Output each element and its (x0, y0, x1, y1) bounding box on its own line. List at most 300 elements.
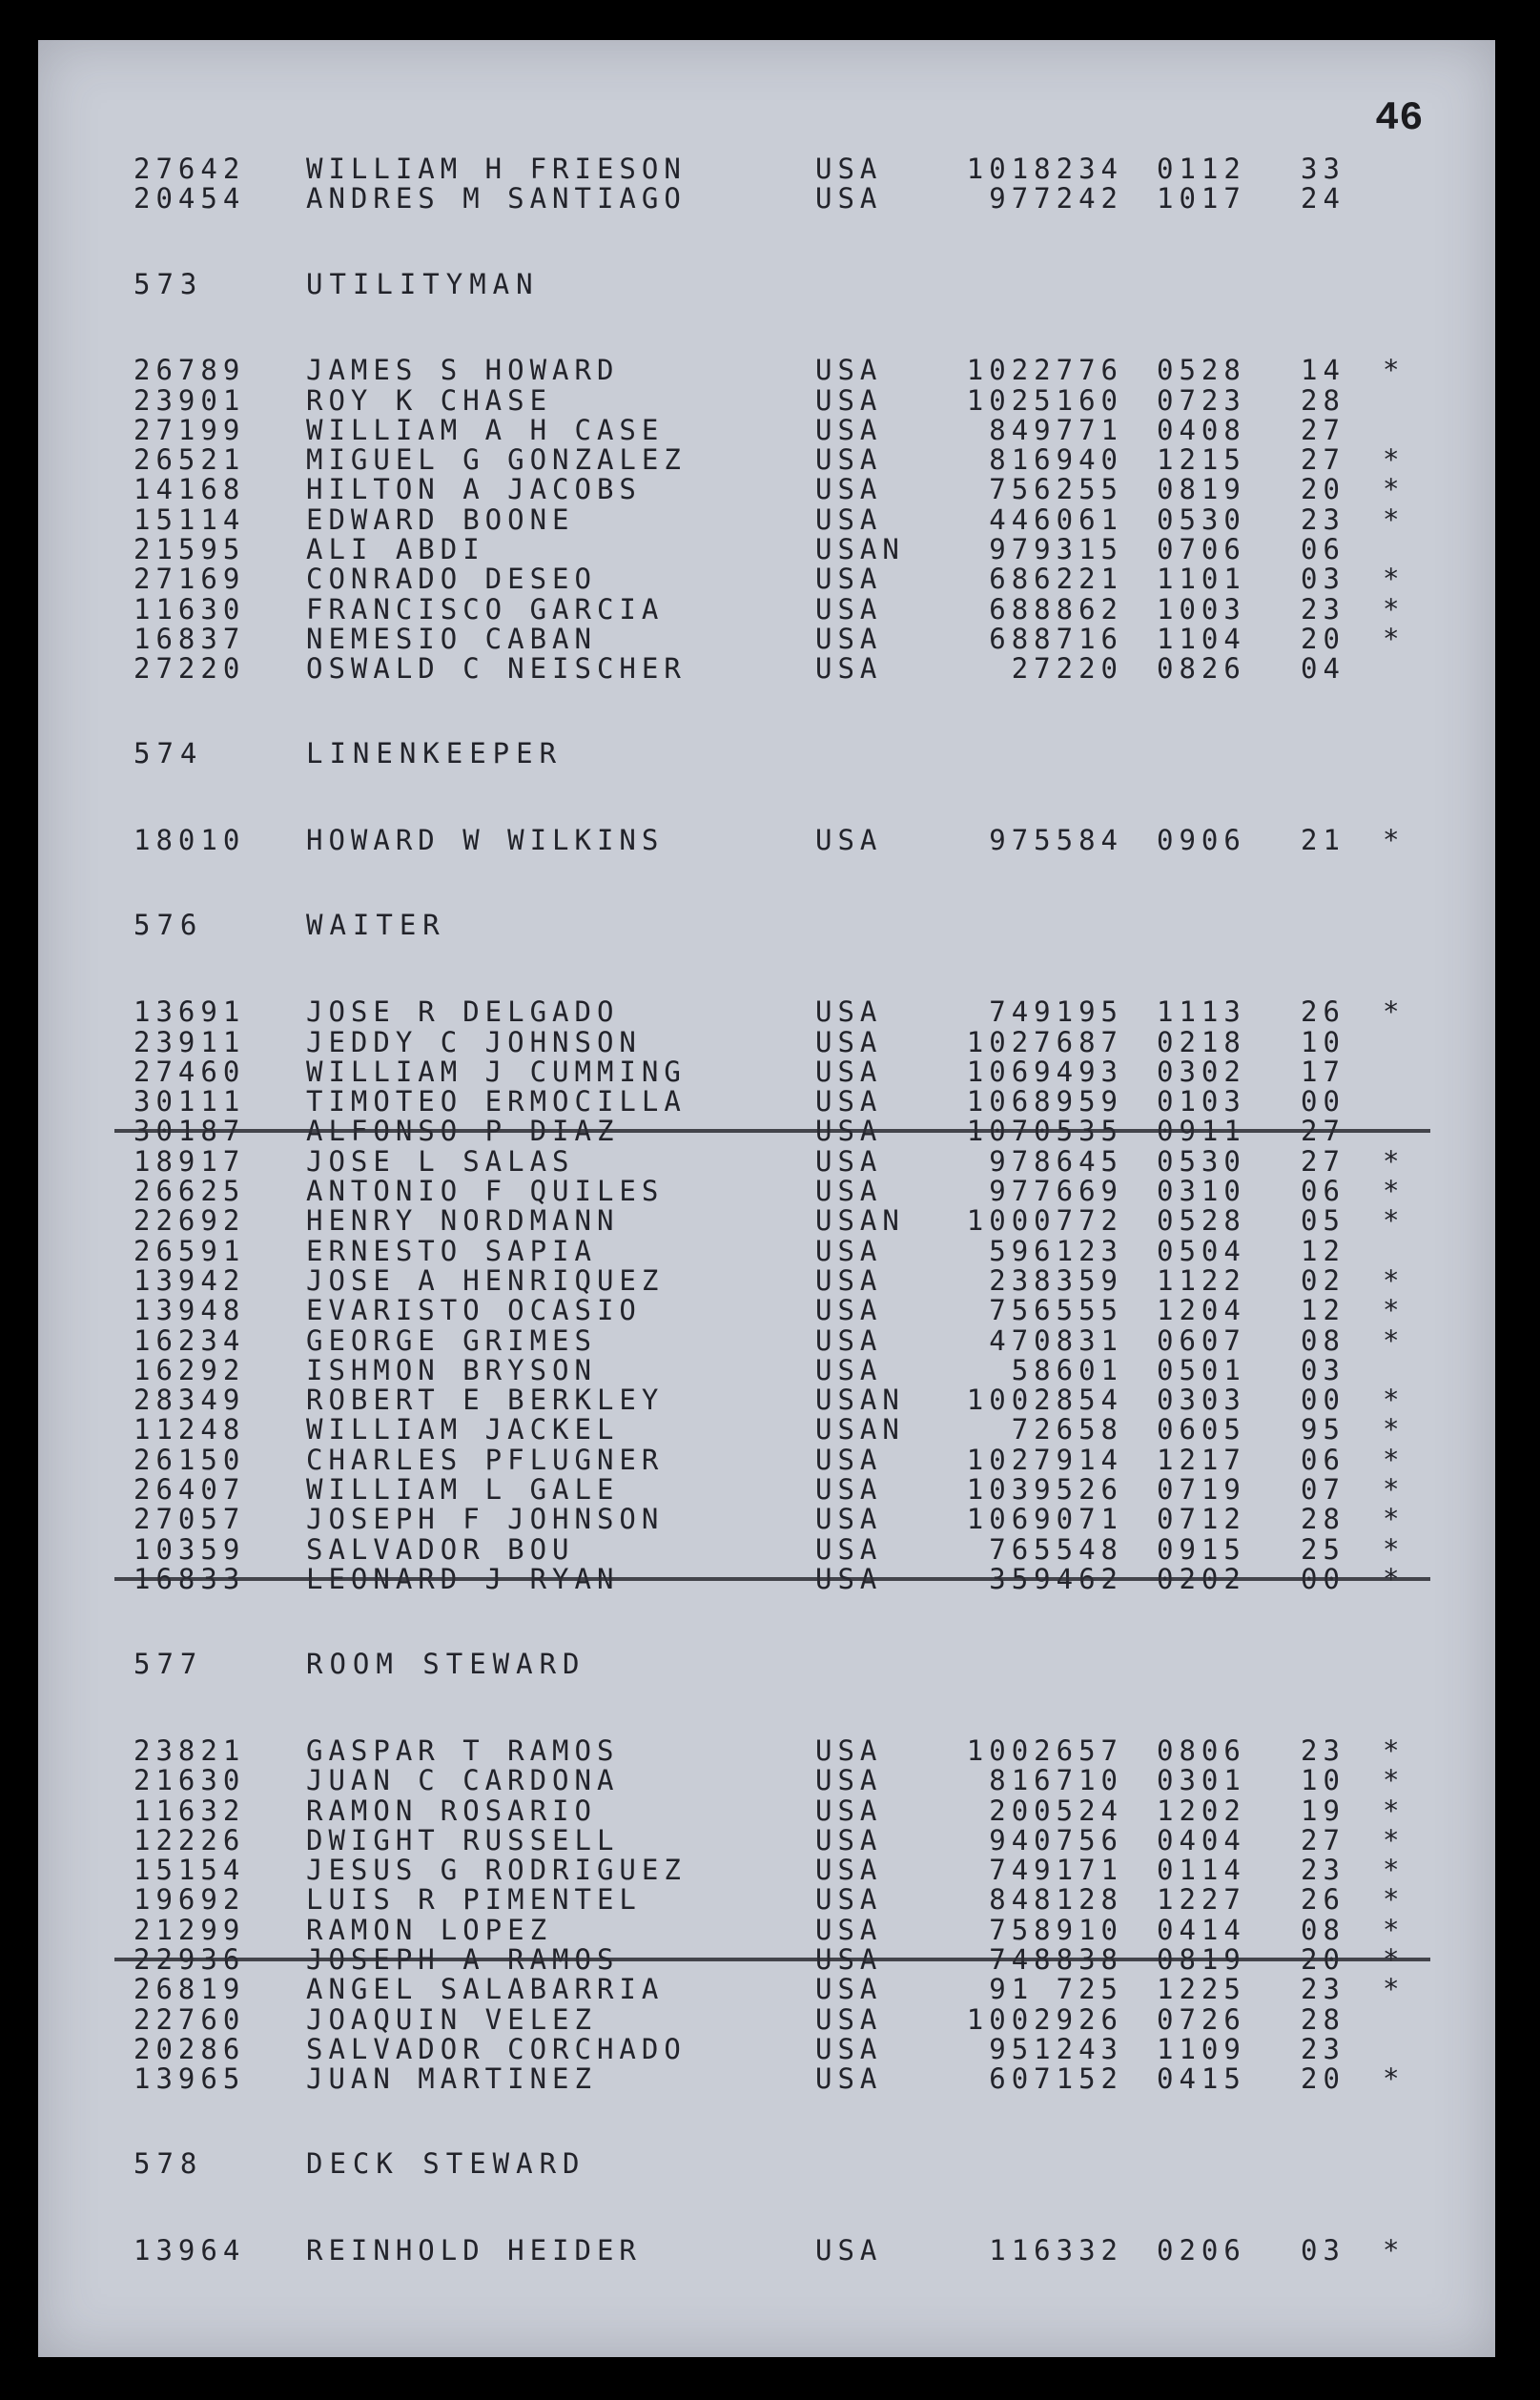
citizenship: USA (815, 1055, 883, 1088)
employee-name: LUIS R PIMENTEL (306, 1883, 642, 1917)
employee-name: JUAN C CARDONA (306, 1764, 620, 1797)
document-number: 1027687 (966, 1025, 1123, 1058)
employee-id: 26407 (133, 1473, 246, 1507)
employee-id: 13965 (133, 2062, 246, 2096)
employee-name: REINHOLD HEIDER (306, 2234, 642, 2267)
employee-name: FRANCISCO GARCIA (306, 592, 665, 626)
year-code: 02 (1301, 1263, 1345, 1297)
document-number: 1002657 (966, 1733, 1123, 1767)
document-number: 688716 (989, 622, 1123, 655)
document-number: 756255 (989, 473, 1123, 506)
year-code: 20 (1301, 1943, 1345, 1976)
asterisk-mark: * (1383, 995, 1406, 1029)
asterisk-mark: * (1383, 1764, 1406, 1797)
date-code: 0915 (1157, 1532, 1246, 1566)
asterisk-mark: * (1383, 443, 1406, 477)
date-code: 1113 (1157, 995, 1246, 1029)
employee-id: 20454 (133, 182, 246, 215)
employee-id: 13942 (133, 1263, 246, 1297)
employee-id: 27460 (133, 1055, 246, 1088)
date-code: 0302 (1157, 1055, 1246, 1088)
employee-name: JAMES S HOWARD (306, 354, 620, 387)
employee-name: WILLIAM L GALE (306, 1473, 620, 1507)
document-number: 686221 (989, 563, 1123, 596)
document-number: 977669 (989, 1175, 1123, 1208)
asterisk-mark: * (1383, 503, 1406, 536)
section-title: UTILITYMAN (306, 267, 540, 300)
document-number: 607152 (989, 2062, 1123, 2096)
date-code: 0112 (1157, 153, 1246, 185)
year-code: 12 (1301, 1294, 1345, 1327)
asterisk-mark: * (1383, 1883, 1406, 1917)
citizenship: USAN (815, 1413, 905, 1446)
document-number: 940756 (989, 1823, 1123, 1856)
employee-name: JESUS G RODRIGUEZ (306, 1854, 687, 1887)
asterisk-mark: * (1383, 1733, 1406, 1767)
date-code: 0712 (1157, 1503, 1246, 1536)
document-page (38, 40, 1495, 2357)
employee-id: 11248 (133, 1413, 246, 1446)
employee-name: ERNESTO SAPIA (306, 1234, 597, 1267)
employee-name: ANGEL SALABARRIA (306, 1973, 665, 2006)
year-code: 21 (1301, 824, 1345, 857)
employee-name: EVARISTO OCASIO (306, 1294, 642, 1327)
asterisk-mark: * (1383, 1913, 1406, 1946)
asterisk-mark: * (1383, 1532, 1406, 1566)
employee-name: ROY K CHASE (306, 383, 553, 417)
citizenship: USAN (815, 533, 905, 566)
document-number: 688862 (989, 592, 1123, 626)
employee-id: 30187 (133, 1115, 246, 1148)
employee-id: 26591 (133, 1234, 246, 1267)
employee-name: GASPAR T RAMOS (306, 1733, 620, 1767)
employee-id: 20286 (133, 2032, 246, 2065)
date-code: 0706 (1157, 533, 1246, 566)
employee-name: TIMOTEO ERMOCILLA (306, 1085, 687, 1118)
document-number: 816940 (989, 443, 1123, 477)
citizenship: USA (815, 1854, 883, 1887)
employee-id: 21299 (133, 1913, 246, 1946)
citizenship: USA (815, 1823, 883, 1856)
document-number: 749195 (989, 995, 1123, 1029)
year-code: 00 (1301, 1384, 1345, 1417)
employee-id: 15114 (133, 503, 246, 536)
year-code: 04 (1301, 652, 1345, 686)
citizenship: USA (815, 622, 883, 655)
section-code: 577 (133, 1648, 204, 1681)
asterisk-mark: * (1383, 2234, 1406, 2267)
employee-id: 18010 (133, 824, 246, 857)
employee-id: 23911 (133, 1025, 246, 1058)
employee-id: 27220 (133, 652, 246, 686)
citizenship: USA (815, 652, 883, 686)
year-code: 03 (1301, 2234, 1345, 2267)
document-number: 238359 (989, 1263, 1123, 1297)
document-number: 749171 (989, 1854, 1123, 1887)
asterisk-mark: * (1383, 1973, 1406, 2006)
employee-name: ISHMON BRYSON (306, 1353, 597, 1386)
employee-id: 23821 (133, 1733, 246, 1767)
date-code: 1215 (1157, 443, 1246, 477)
document-number: 1002926 (966, 2002, 1123, 2036)
employee-id: 11630 (133, 592, 246, 626)
date-code: 0202 (1157, 1562, 1246, 1595)
document-number: 978645 (989, 1144, 1123, 1178)
document-number: 1018234 (966, 153, 1123, 185)
citizenship: USA (815, 383, 883, 417)
employee-id: 10359 (133, 1532, 246, 1566)
document-number: 470831 (989, 1323, 1123, 1357)
date-code: 0607 (1157, 1323, 1246, 1357)
document-number: 1070535 (966, 1115, 1123, 1148)
date-code: 0723 (1157, 383, 1246, 417)
citizenship: USA (815, 473, 883, 506)
year-code: 28 (1301, 1503, 1345, 1536)
asterisk-mark: * (1383, 1294, 1406, 1327)
year-code: 24 (1301, 182, 1345, 215)
employee-id: 19692 (133, 1883, 246, 1917)
asterisk-mark: * (1383, 1413, 1406, 1446)
year-code: 10 (1301, 1764, 1345, 1797)
year-code: 23 (1301, 2032, 1345, 2065)
employee-id: 26819 (133, 1973, 246, 2006)
employee-id: 26521 (133, 443, 246, 477)
citizenship: USA (815, 1085, 883, 1118)
document-number: 596123 (989, 1234, 1123, 1267)
date-code: 0301 (1157, 1764, 1246, 1797)
citizenship: USA (815, 1025, 883, 1058)
citizenship: USA (815, 1503, 883, 1536)
asterisk-mark: * (1383, 1562, 1406, 1595)
asterisk-mark: * (1383, 1384, 1406, 1417)
date-code: 0103 (1157, 1085, 1246, 1118)
year-code: 28 (1301, 2002, 1345, 2036)
year-code: 27 (1301, 413, 1345, 446)
year-code: 23 (1301, 592, 1345, 626)
citizenship: USA (815, 182, 883, 215)
employee-name: MIGUEL G GONZALEZ (306, 443, 687, 477)
year-code: 25 (1301, 1532, 1345, 1566)
date-code: 0303 (1157, 1384, 1246, 1417)
section-code: 574 (133, 737, 204, 770)
employee-id: 26625 (133, 1175, 246, 1208)
employee-id: 18917 (133, 1144, 246, 1178)
year-code: 27 (1301, 1144, 1345, 1178)
document-number: 200524 (989, 1794, 1123, 1827)
citizenship: USA (815, 563, 883, 596)
date-code: 1003 (1157, 592, 1246, 626)
document-number: 849771 (989, 413, 1123, 446)
asterisk-mark: * (1383, 2062, 1406, 2096)
section-title: ROOM STEWARD (306, 1648, 586, 1681)
document-number: 1000772 (966, 1204, 1123, 1238)
asterisk-mark: * (1383, 1144, 1406, 1178)
employee-name: DWIGHT RUSSELL (306, 1823, 620, 1856)
year-code: 00 (1301, 1562, 1345, 1595)
citizenship: USA (815, 1943, 883, 1976)
employee-name: JOSE A HENRIQUEZ (306, 1263, 665, 1297)
citizenship: USA (815, 1883, 883, 1917)
employee-name: HILTON A JACOBS (306, 473, 642, 506)
document-number: 748838 (989, 1943, 1123, 1976)
date-code: 0528 (1157, 1204, 1246, 1238)
year-code: 07 (1301, 1473, 1345, 1507)
employee-name: JEDDY C JOHNSON (306, 1025, 642, 1058)
employee-name: JOSEPH A RAMOS (306, 1943, 620, 1976)
section-code: 576 (133, 909, 204, 942)
document-number: 848128 (989, 1883, 1123, 1917)
year-code: 06 (1301, 1443, 1345, 1476)
citizenship: USA (815, 824, 883, 857)
citizenship: USA (815, 1234, 883, 1267)
employee-id: 22936 (133, 1943, 246, 1976)
year-code: 20 (1301, 622, 1345, 655)
year-code: 23 (1301, 503, 1345, 536)
employee-name: SALVADOR BOU (306, 1532, 575, 1566)
citizenship: USA (815, 2032, 883, 2065)
citizenship: USA (815, 1353, 883, 1386)
citizenship: USA (815, 592, 883, 626)
year-code: 27 (1301, 1115, 1345, 1148)
document-number: 446061 (989, 503, 1123, 536)
employee-name: JOSE L SALAS (306, 1144, 575, 1178)
date-code: 0819 (1157, 473, 1246, 506)
asterisk-mark: * (1383, 622, 1406, 655)
year-code: 33 (1301, 153, 1345, 185)
year-code: 27 (1301, 443, 1345, 477)
citizenship: USA (815, 1473, 883, 1507)
date-code: 0726 (1157, 2002, 1246, 2036)
employee-id: 15154 (133, 1854, 246, 1887)
employee-id: 11632 (133, 1794, 246, 1827)
citizenship: USA (815, 1532, 883, 1566)
citizenship: USA (815, 1973, 883, 2006)
asterisk-mark: * (1383, 1943, 1406, 1976)
employee-id: 16292 (133, 1353, 246, 1386)
citizenship: USA (815, 1115, 883, 1148)
year-code: 03 (1301, 563, 1345, 596)
date-code: 0504 (1157, 1234, 1246, 1267)
year-code: 95 (1301, 1413, 1345, 1446)
citizenship: USA (815, 1764, 883, 1797)
employee-name: LEONARD J RYAN (306, 1562, 620, 1595)
year-code: 23 (1301, 1973, 1345, 2006)
year-code: 19 (1301, 1794, 1345, 1827)
date-code: 0206 (1157, 2234, 1246, 2267)
employee-id: 27642 (133, 153, 246, 185)
asterisk-mark: * (1383, 473, 1406, 506)
section-title: DECK STEWARD (306, 2147, 586, 2181)
employee-id: 16234 (133, 1323, 246, 1357)
employee-name: JOSE R DELGADO (306, 995, 620, 1029)
citizenship: USA (815, 2234, 883, 2267)
employee-name: SALVADOR CORCHADO (306, 2032, 687, 2065)
employee-name: ALI ABDI (306, 533, 485, 566)
asterisk-mark: * (1383, 1854, 1406, 1887)
employee-id: 13964 (133, 2234, 246, 2267)
employee-id: 13691 (133, 995, 246, 1029)
citizenship: USA (815, 413, 883, 446)
employee-id: 16833 (133, 1562, 246, 1595)
citizenship: USA (815, 1794, 883, 1827)
section-code: 573 (133, 267, 204, 300)
date-code: 1204 (1157, 1294, 1246, 1327)
employee-id: 16837 (133, 622, 246, 655)
section-title: LINENKEEPER (306, 737, 564, 770)
document-number: 756555 (989, 1294, 1123, 1327)
asterisk-mark: * (1383, 1443, 1406, 1476)
asterisk-mark: * (1383, 1323, 1406, 1357)
year-code: 26 (1301, 1883, 1345, 1917)
document-number: 1025160 (966, 383, 1123, 417)
employee-name: ANTONIO F QUILES (306, 1175, 665, 1208)
document-number: 27220 (1011, 652, 1123, 686)
employee-id: 26150 (133, 1443, 246, 1476)
year-code: 06 (1301, 533, 1345, 566)
year-code: 03 (1301, 1353, 1345, 1386)
citizenship: USA (815, 1733, 883, 1767)
employee-name: GEORGE GRIMES (306, 1323, 597, 1357)
employee-name: WILLIAM J CUMMING (306, 1055, 687, 1088)
date-code: 0501 (1157, 1353, 1246, 1386)
citizenship: USA (815, 1144, 883, 1178)
date-code: 1122 (1157, 1263, 1246, 1297)
date-code: 0826 (1157, 652, 1246, 686)
document-number: 975584 (989, 824, 1123, 857)
date-code: 0911 (1157, 1115, 1246, 1148)
document-number: 1027914 (966, 1443, 1123, 1476)
year-code: 08 (1301, 1913, 1345, 1946)
date-code: 0310 (1157, 1175, 1246, 1208)
employee-id: 12226 (133, 1823, 246, 1856)
document-number: 977242 (989, 182, 1123, 215)
document-number: 1002854 (966, 1384, 1123, 1417)
date-code: 1101 (1157, 563, 1246, 596)
section-title: WAITER (306, 909, 446, 942)
date-code: 1225 (1157, 1973, 1246, 2006)
employee-id: 21630 (133, 1764, 246, 1797)
document-number: 765548 (989, 1532, 1123, 1566)
date-code: 0530 (1157, 503, 1246, 536)
employee-name: JUAN MARTINEZ (306, 2062, 597, 2096)
document-number: 72658 (1011, 1413, 1123, 1446)
asterisk-mark: * (1383, 1794, 1406, 1827)
page-number: 46 (1375, 95, 1424, 141)
asterisk-mark: * (1383, 1204, 1406, 1238)
employee-name: CONRADO DESEO (306, 563, 597, 596)
asterisk-mark: * (1383, 563, 1406, 596)
year-code: 26 (1301, 995, 1345, 1029)
employee-name: WILLIAM JACKEL (306, 1413, 620, 1446)
citizenship: USA (815, 1294, 883, 1327)
citizenship: USA (815, 354, 883, 387)
year-code: 00 (1301, 1085, 1345, 1118)
year-code: 20 (1301, 473, 1345, 506)
date-code: 1104 (1157, 622, 1246, 655)
document-number: 758910 (989, 1913, 1123, 1946)
date-code: 0218 (1157, 1025, 1246, 1058)
document-number: 1068959 (966, 1085, 1123, 1118)
year-code: 28 (1301, 383, 1345, 417)
year-code: 05 (1301, 1204, 1345, 1238)
year-code: 08 (1301, 1323, 1345, 1357)
citizenship: USA (815, 995, 883, 1029)
employee-name: OSWALD C NEISCHER (306, 652, 687, 686)
date-code: 0415 (1157, 2062, 1246, 2096)
date-code: 0114 (1157, 1854, 1246, 1887)
citizenship: USA (815, 2002, 883, 2036)
year-code: 10 (1301, 1025, 1345, 1058)
date-code: 0408 (1157, 413, 1246, 446)
date-code: 1017 (1157, 182, 1246, 215)
citizenship: USA (815, 1323, 883, 1357)
section-code: 578 (133, 2147, 204, 2181)
employee-name: RAMON ROSARIO (306, 1794, 597, 1827)
asterisk-mark: * (1383, 1473, 1406, 1507)
document-number: 116332 (989, 2234, 1123, 2267)
year-code: 27 (1301, 1823, 1345, 1856)
year-code: 12 (1301, 1234, 1345, 1267)
employee-name: JOAQUIN VELEZ (306, 2002, 597, 2036)
employee-name: RAMON LOPEZ (306, 1913, 553, 1946)
document-number: 58601 (1011, 1353, 1123, 1386)
document-number: 1069493 (966, 1055, 1123, 1088)
document-number: 979315 (989, 533, 1123, 566)
citizenship: USAN (815, 1204, 905, 1238)
year-code: 14 (1301, 354, 1345, 387)
citizenship: USA (815, 1913, 883, 1946)
employee-id: 13948 (133, 1294, 246, 1327)
employee-id: 22692 (133, 1204, 246, 1238)
employee-id: 21595 (133, 533, 246, 566)
asterisk-mark: * (1383, 592, 1406, 626)
employee-name: NEMESIO CABAN (306, 622, 597, 655)
employee-name: ROBERT E BERKLEY (306, 1384, 665, 1417)
date-code: 1217 (1157, 1443, 1246, 1476)
employee-name: WILLIAM H FRIESON (306, 153, 687, 185)
employee-id: 27199 (133, 413, 246, 446)
document-number: 1039526 (966, 1473, 1123, 1507)
asterisk-mark: * (1383, 1503, 1406, 1536)
employee-id: 22760 (133, 2002, 246, 2036)
date-code: 0719 (1157, 1473, 1246, 1507)
year-code: 17 (1301, 1055, 1345, 1088)
employee-name: WILLIAM A H CASE (306, 413, 665, 446)
date-code: 0819 (1157, 1943, 1246, 1976)
asterisk-mark: * (1383, 1263, 1406, 1297)
citizenship: USA (815, 2062, 883, 2096)
document-number: 1069071 (966, 1503, 1123, 1536)
citizenship: USAN (815, 1384, 905, 1417)
document-number: 816710 (989, 1764, 1123, 1797)
employee-name: ANDRES M SANTIAGO (306, 182, 687, 215)
citizenship: USA (815, 1562, 883, 1595)
date-code: 0806 (1157, 1733, 1246, 1767)
year-code: 23 (1301, 1854, 1345, 1887)
employee-id: 27169 (133, 563, 246, 596)
date-code: 1109 (1157, 2032, 1246, 2065)
employee-id: 30111 (133, 1085, 246, 1118)
employee-id: 23901 (133, 383, 246, 417)
employee-id: 27057 (133, 1503, 246, 1536)
document-number: 91 725 (989, 1973, 1123, 2006)
employee-name: JOSEPH F JOHNSON (306, 1503, 665, 1536)
year-code: 20 (1301, 2062, 1345, 2096)
citizenship: USA (815, 1443, 883, 1476)
employee-id: 28349 (133, 1384, 246, 1417)
year-code: 23 (1301, 1733, 1345, 1767)
date-code: 0906 (1157, 824, 1246, 857)
